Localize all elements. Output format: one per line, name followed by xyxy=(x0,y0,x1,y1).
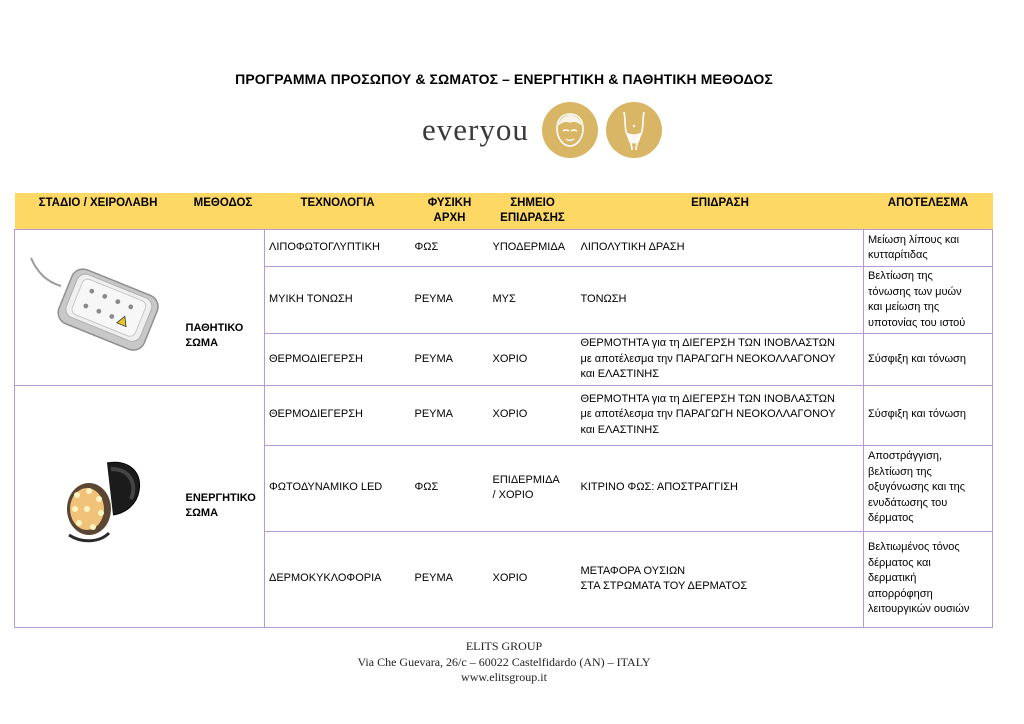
technology-cell: ΜΥΙΚΗ ΤΟΝΩΣΗ xyxy=(265,267,411,334)
result-line: και μείωση της xyxy=(868,301,940,313)
header-result: ΑΠΟΤΕΛΕΣΜΑ xyxy=(864,193,993,230)
technology-cell: ΦΩΤΟΔΥΝΑΜΙΚΟ LED xyxy=(265,445,411,531)
technology-cell: ΘΕΡΜΟΔΙΕΓΕΡΣΗ xyxy=(265,385,411,445)
header-technology: ΤΕΧΝΟΛΟΓΙΑ xyxy=(265,193,411,230)
result-line: δέρματος και xyxy=(868,556,931,569)
result-line: Μείωση λίπους και xyxy=(868,233,960,246)
brand-name: everyou xyxy=(422,112,529,147)
table-header-row xyxy=(15,193,993,230)
effect-line: με αποτέλεσμα την ΠΑΡΑΓΩΓΗ ΝΕΟΚΟΛΛΑΓΟΝΟΥ xyxy=(580,408,836,421)
effect-line: ΘΕΡΜΟΤΗΤΑ για τη ΔΙΕΓΕΡΣΗ ΤΩΝ ΙΝΟΒΛΑΣΤΩΝ xyxy=(580,392,835,405)
result-line: απορρόφηση xyxy=(868,587,933,600)
principle-cell: ΡΕΥΜΑ xyxy=(411,385,489,445)
result-line: λειτουργικών ουσιών xyxy=(868,603,970,616)
result-cell xyxy=(864,445,993,531)
principle-cell: ΦΩΣ xyxy=(411,445,489,531)
effect-line: και ΕΛΑΣΤΙΝΗΣ xyxy=(580,423,660,436)
effect-cell xyxy=(577,385,864,445)
result-line: βελτίωση της xyxy=(868,465,932,478)
page-footer xyxy=(0,639,1008,686)
effect-cell: ΛΙΠΟΛΥΤΙΚΗ ΔΡΑΣΗ xyxy=(577,230,864,267)
header-point-line1: ΣΗΜΕΙΟ xyxy=(510,197,555,209)
effect-line: ΣΤΑ ΣΤΡΩΜΑΤΑ ΤΟΥ ΔΕΡΜΑΤΟΣ xyxy=(580,580,748,592)
technology-cell: ΛΙΠΟΦΩΤΟΓΛΥΠΤΙΚΗ xyxy=(265,230,411,267)
result-cell: Σύσφιξη και τόνωση xyxy=(864,385,993,445)
table-row xyxy=(15,385,993,445)
passive-handpiece-cell xyxy=(15,230,182,386)
point-line: ΕΠΙΔΕΡΜΙΔΑ xyxy=(492,473,560,486)
result-line: τόνωσης των μυών xyxy=(868,285,962,298)
result-line: ενυδάτωσης του xyxy=(868,496,948,509)
point-cell xyxy=(489,445,577,531)
header-effect: ΕΠΙΔΡΑΣΗ xyxy=(577,193,864,230)
principle-cell: ΡΕΥΜΑ xyxy=(411,267,489,334)
passive-method-line2: ΣΩΜΑ xyxy=(185,337,219,350)
result-line: Βελτίωση της xyxy=(868,270,933,282)
page-title: ΠΡΟΓΡΑΜΜΑ ΠΡΟΣΩΠΟΥ & ΣΩΜΑΤΟΣ – ΕΝΕΡΓΗΤΙΚΗ & ΠΑΘΗΤΙΚΗ ΜΕΘΟΔΟΣ xyxy=(235,71,773,87)
effect-line: με αποτέλεσμα την ΠΑΡΑΓΩΓΗ ΝΕΟΚΟΛΛΑΓΟΝΟΥ xyxy=(580,352,836,365)
point-cell: ΜΥΣ xyxy=(489,267,577,334)
result-line: υποτονίας του ιστού xyxy=(868,316,966,329)
brand-logo xyxy=(422,102,682,162)
header-stage: ΣΤΑΔΙΟ / ΧΕΙΡΟΛΑΒΗ xyxy=(15,193,182,230)
header-method: ΜΕΘΟΔΟΣ xyxy=(182,193,265,230)
principle-cell: ΡΕΥΜΑ xyxy=(411,334,489,386)
technology-cell: ΔΕΡΜΟΚΥΚΛΟΦΟΡΙΑ xyxy=(265,531,411,627)
point-cell: ΧΟΡΙΟ xyxy=(489,531,577,627)
technology-cell: ΘΕΡΜΟΔΙΕΓΕΡΣΗ xyxy=(265,334,411,386)
effect-line: ΘΕΡΜΟΤΗΤΑ για τη ΔΙΕΓΕΡΣΗ ΤΩΝ ΙΝΟΒΛΑΣΤΩΝ xyxy=(580,337,835,349)
footer-company: ELITS GROUP xyxy=(465,639,543,653)
effect-cell: ΤΟΝΩΣΗ xyxy=(577,267,864,334)
point-cell: ΧΟΡΙΟ xyxy=(489,334,577,386)
result-line: δερματική xyxy=(868,572,917,585)
passive-handpiece-image xyxy=(27,252,177,362)
table-row xyxy=(15,230,993,267)
point-cell: ΥΠΟΔΕΡΜΙΔΑ xyxy=(489,230,577,267)
face-icon xyxy=(542,102,598,158)
effect-line: ΜΕΤΑΦΟΡΑ ΟΥΣΙΩΝ xyxy=(580,564,686,577)
program-table xyxy=(14,193,993,628)
effect-cell: ΚΙΤΡΙΝΟ ΦΩΣ: ΑΠΟΣΤΡΑΓΓΙΣΗ xyxy=(577,445,864,531)
footer-website[interactable]: www.elitsgroup.it xyxy=(461,670,547,684)
active-method-line1: ΕΝΕΡΓΗΤΙΚΟ xyxy=(185,491,256,504)
header-principle-line2: ΑΡΧΗ xyxy=(433,212,466,224)
point-line: / ΧΟΡΙΟ xyxy=(492,489,534,501)
point-cell: ΧΟΡΙΟ xyxy=(489,385,577,445)
active-method-line2: ΣΩΜΑ xyxy=(185,507,219,519)
result-line: οξυγόνωσης και της xyxy=(868,481,966,494)
principle-cell: ΦΩΣ xyxy=(411,230,489,267)
active-handpiece-image xyxy=(47,451,197,561)
effect-cell xyxy=(577,531,864,627)
active-handpiece-cell xyxy=(15,385,182,627)
passive-method-line1: ΠΑΘΗΤΙΚΟ xyxy=(185,321,244,334)
header-principle-line1: ΦΥΣΙΚΗ xyxy=(427,197,472,209)
header-point xyxy=(489,193,577,230)
header-point-line2: ΕΠΙΔΡΑΣΗΣ xyxy=(500,212,565,224)
result-line: Αποστράγγιση, xyxy=(868,450,943,463)
footer-address: Via Che Guevara, 26/c – 60022 Castelfidardo (AN) – ITALY xyxy=(357,654,651,669)
effect-line: και ΕΛΑΣΤΙΝΗΣ xyxy=(580,368,660,380)
effect-cell xyxy=(577,334,864,386)
result-cell xyxy=(864,531,993,627)
principle-cell: ΡΕΥΜΑ xyxy=(411,531,489,627)
header-principle xyxy=(411,193,489,230)
result-line: δέρματος xyxy=(868,512,914,525)
result-line: Βελτιωμένος τόνος xyxy=(868,541,960,554)
result-cell xyxy=(864,267,993,334)
body-icon xyxy=(606,102,662,158)
passive-method-label xyxy=(182,230,265,386)
result-cell: Σύσφιξη και τόνωση xyxy=(864,334,993,386)
result-line: κυτταρίτιδας xyxy=(868,249,928,261)
result-cell xyxy=(864,230,993,267)
